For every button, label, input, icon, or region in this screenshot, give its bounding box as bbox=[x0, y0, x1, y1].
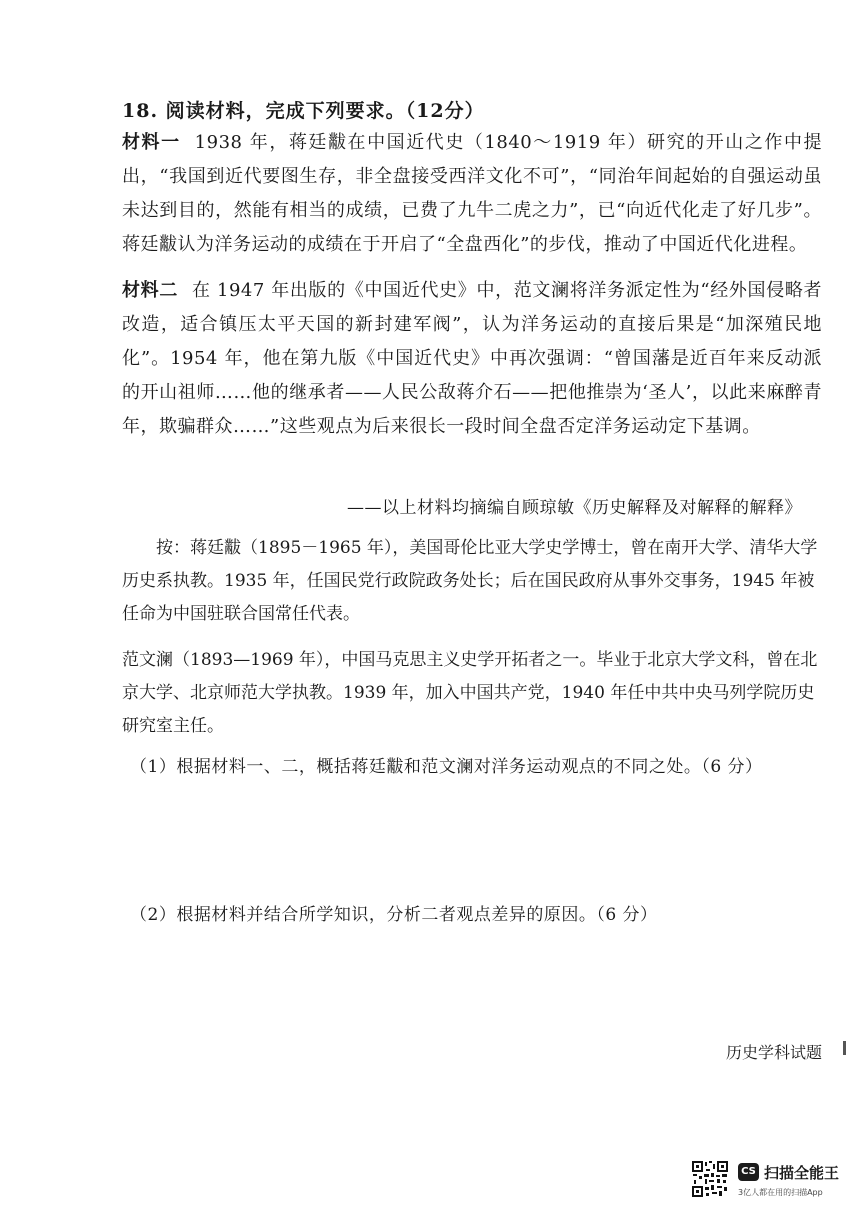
page-edge-mark bbox=[843, 1041, 846, 1055]
question-title: 18. 阅读材料，完成下列要求。（12分） bbox=[122, 100, 485, 122]
footer-subject-label: 历史学科试题 bbox=[725, 1043, 822, 1062]
camscanner-logo: CS bbox=[738, 1163, 759, 1181]
note-fan-wenlan: 范文澜（1893—1969 年），中国马克思主义史学开拓者之一。毕业于北京大学文科，曾在北京大学、北京师范大学执教。1939 年，加入中国共产党，1940 年任中共中央马列学院历史研究室主任。 bbox=[122, 650, 818, 736]
material-two-text: 在 1947 年出版的《中国近代史》中，范文澜将洋务派定性为“经外国侵略者改造，适合镇压太平天国的新封建军阀”，认为洋务运动的直接后果是“加深殖民地化”。1954 年，他在第九版《中国近代史》中再次强调：“曾国藩是近百年来反动派的开山祖师……他的继承者——人民公敌蒋介石——把他推崇为‘圣人’，以此来麻醉青年，欺骗群众……”这些观点为后来很长一段时间全盘否定洋务运动定下基调。 bbox=[122, 280, 823, 437]
sub-question-2: （2）根据材料并结合所学知识，分析二者观点差异的原因。（6 分） bbox=[130, 905, 658, 925]
material-one bbox=[122, 126, 822, 262]
material-two bbox=[122, 274, 822, 444]
sub-question-1: （1）根据材料一、二，概括蒋廷黻和范文澜对洋务运动观点的不同之处。（6 分） bbox=[130, 757, 763, 777]
material-one-text: 1938 年，蒋廷黻在中国近代史（1840～1919 年）研究的开山之作中提出，“我国到近代要图生存，非全盘接受西洋文化不可”，“同治年间起始的自强运动虽未达到目的，然能有相当的成绩，已费了九牛二虎之力”，已“向近代化走了好几步”。蒋廷黻认为洋务运动的成绩在于开启了“全盘西化”的步伐，推动了中国近代化进程。 bbox=[122, 132, 822, 255]
material-one-label: 材料一 bbox=[122, 132, 181, 153]
camscanner-tagline: 3亿人都在用的扫描App bbox=[738, 1188, 823, 1197]
qr-code-icon bbox=[691, 1160, 729, 1198]
camscanner-app-name: 扫描全能王 bbox=[764, 1164, 840, 1182]
material-two-label: 材料二 bbox=[122, 280, 178, 301]
material-source: ——以上材料均摘编自顾琼敏《历史解释及对解释的解释》 bbox=[347, 498, 802, 518]
note-jiang-tingfu: 按：蒋廷黻（1895－1965 年），美国哥伦比亚大学史学博士，曾在南开大学、清华大学历史系执教。1935 年，任国民党行政院政务处长；后在国民政府从事外交事务，1945 年被任命为中国驻联合国常任代表。 bbox=[122, 538, 818, 624]
